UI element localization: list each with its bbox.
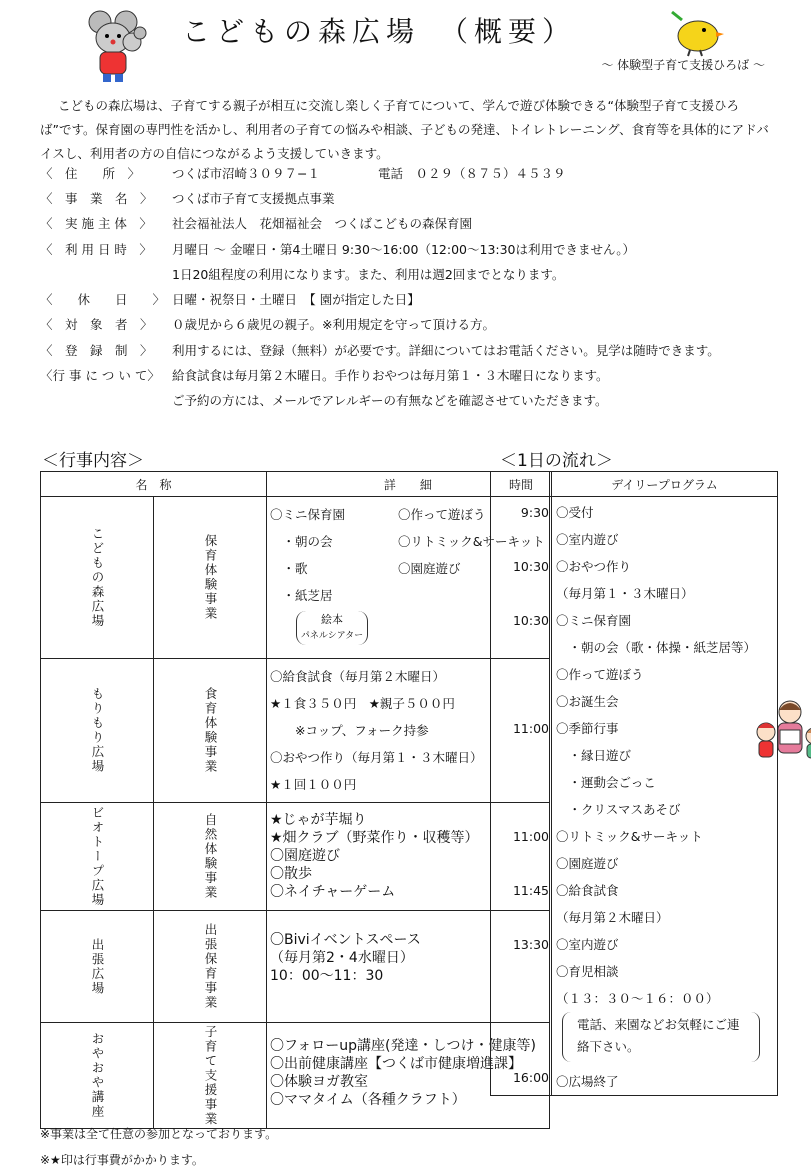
- flow-item: （毎月第２木曜日）: [556, 910, 669, 925]
- flow-time: 10:30: [512, 559, 549, 574]
- flow-time: [491, 742, 549, 769]
- event-name: おやおや講座: [90, 1032, 105, 1119]
- flow-item: 〇おやつ作り: [556, 559, 632, 574]
- phone-value: 電話 ０２９（８７５）４５３９: [377, 166, 566, 181]
- flow-time: [491, 904, 549, 931]
- table-row: [41, 803, 550, 911]
- flow-time: [491, 634, 549, 661]
- flow-time: 11:00: [512, 721, 549, 736]
- flow-item: ・クリスマスあそび: [556, 802, 681, 817]
- bird-mascot-icon: [662, 8, 728, 58]
- detail-line: 〇作って遊ぼう: [398, 507, 486, 522]
- detail-line: ※コップ、フォーク持参: [270, 723, 429, 738]
- detail-line: 〇散歩: [270, 866, 312, 882]
- info-label: 〈 利 用 日 時 〉: [40, 242, 152, 257]
- note: ※★印は行事費がかかります。: [40, 1153, 204, 1167]
- column-header: デイリープログラム: [552, 472, 778, 497]
- info-project: [40, 186, 780, 211]
- flow-item: 〇室内遊び: [556, 532, 619, 547]
- detail-line: 〇Biviイベントスペース: [270, 932, 421, 948]
- flow-item: 〇リトミック&サーキット: [556, 829, 703, 844]
- detail-line: 〇ネイチャーゲーム: [270, 884, 396, 900]
- daily-flow-table: [490, 471, 778, 1096]
- flow-item: ・運動会ごっこ: [556, 775, 656, 790]
- table-row: [41, 659, 550, 803]
- detail-line: 絵本: [321, 613, 343, 626]
- intro-paragraph: こどもの森広場は、子育てする親子が相互に交流し楽しく子育てについて、学んで遊び体験できる“体験型子育て支援ひろば”です。保育園の専門性を活かし、利用者の子育ての悩みや相談、子どもの発達、トイレトレーニング、食育等を具体的にアドバイスし、利用者の方の自信につながるよう支援していきます。: [40, 98, 769, 161]
- event-name: もりもり広場: [90, 687, 105, 774]
- info-events: [40, 363, 780, 388]
- flow-time: [491, 661, 549, 688]
- info-label: 〈行 事 に つ い て〉: [40, 368, 160, 383]
- detail-line: 〇ママタイム（各種クラフト）: [270, 1092, 466, 1108]
- detail-line: 〇園庭遊び: [398, 561, 461, 576]
- table-row: [41, 1023, 550, 1129]
- info-operator: [40, 211, 780, 236]
- flow-item: 〇育児相談: [556, 964, 619, 979]
- info-value: 月曜日 ～ 金曜日・第4土曜日 9:30～16:00（12:00～13:30は利用できません。）: [172, 242, 636, 257]
- flow-time: 10:30: [512, 613, 549, 628]
- info-value: 社会福祉法人 花畑福祉会 つくばこどもの森保育園: [172, 216, 473, 231]
- flow-item: 〇作って遊ぼう: [556, 667, 644, 682]
- table-row: [491, 497, 778, 1096]
- info-value: 利用するには、登録（無料）が必要です。詳細についてはお電話ください。見学は随時できます。: [172, 343, 720, 358]
- flow-time: 11:00: [512, 829, 549, 844]
- info-days-2: [40, 262, 780, 287]
- detail-line: 〇園庭遊び: [270, 848, 340, 864]
- parent-children-reading-icon: [750, 692, 811, 768]
- detail-line: 〇給食試食（毎月第２木曜日）: [270, 669, 446, 684]
- program-column: [552, 497, 778, 1096]
- info-registration: [40, 338, 780, 363]
- detail-line: ★１食３５０円 ★親子５００円: [270, 696, 455, 711]
- detail-line: ・紙芝居: [270, 588, 333, 603]
- column-header: 時間: [491, 472, 552, 497]
- info-label: 〈 登 録 制 〉: [40, 343, 153, 358]
- detail-line: ・歌: [270, 561, 308, 576]
- flow-time: 13:30: [512, 937, 549, 952]
- detail-line: 〇出前健康講座【つくば市健康増進課】: [270, 1056, 522, 1072]
- detail-line: 10：00～11：30: [270, 968, 384, 984]
- detail-line: （毎月第2・4水曜日）: [270, 950, 414, 966]
- flow-time: [491, 796, 549, 823]
- info-label: 〈 休 日 〉: [40, 292, 166, 307]
- info-value: 1日20組程度の利用になります。また、利用は週2回までとなります。: [172, 267, 565, 282]
- info-value: ご予約の方には、メールでアレルギーの有無などを確認させていただきます。: [172, 393, 608, 408]
- flow-time: [491, 958, 549, 985]
- table-header-row: [491, 472, 778, 497]
- detail-line: ・朝の会: [270, 534, 333, 549]
- info-target: [40, 312, 780, 337]
- detail-line: 〇体験ヨガ教室: [270, 1074, 368, 1090]
- flow-time: [491, 769, 549, 796]
- info-address: [40, 161, 780, 186]
- flow-item: 〇受付: [556, 505, 594, 520]
- flow-time: 16:00: [512, 1070, 549, 1085]
- time-column: [491, 497, 552, 1096]
- flow-item: 〇お誕生会: [556, 694, 619, 709]
- info-days: [40, 237, 780, 262]
- flow-time: 9:30: [520, 505, 549, 520]
- info-value: 日曜・祝祭日・土曜日 【 園が指定した日】: [172, 292, 420, 307]
- table-row: [41, 497, 550, 659]
- info-events-2: [40, 388, 780, 413]
- event-type: 食育体験事業: [203, 687, 218, 774]
- flow-item: 〇園庭遊び: [556, 856, 619, 871]
- info-label: 〈 実 施 主 体 〉: [40, 216, 152, 231]
- flow-item: 〇季節行事: [556, 721, 619, 736]
- flow-time: [491, 688, 549, 715]
- event-name: ビオトープ広場: [90, 805, 105, 908]
- info-label: 〈 事 業 名 〉: [40, 191, 153, 206]
- flow-time: [491, 985, 549, 1012]
- column-header: 詳 細: [267, 472, 550, 497]
- flow-item: ・縁日遊び: [556, 748, 632, 763]
- event-name: こどもの森広場: [90, 526, 105, 629]
- mouse-mascot-icon: [86, 8, 152, 84]
- flow-item: （１３：３０～１６：００）: [556, 991, 719, 1006]
- contact-callout: 電話、来園などお気軽にご連絡下さい。: [562, 1012, 760, 1062]
- events-table: [40, 471, 550, 1129]
- info-value: ０歳児から６歳児の親子。※利用規定を守って頂ける方。: [172, 317, 495, 332]
- flow-time: 11:45: [512, 883, 549, 898]
- flow-time: [491, 526, 549, 553]
- flow-heading: ＜1日の流れ＞: [500, 451, 613, 471]
- event-name: 出張広場: [90, 937, 105, 996]
- detail-line: ★じゃが芋堀り: [270, 812, 367, 828]
- detail-line: 〇フォローup講座(発達・しつけ・健康等): [270, 1038, 536, 1054]
- flow-item: 〇広場終了: [556, 1074, 619, 1089]
- page-title: こどもの森広場 （概要）: [182, 15, 577, 48]
- note: ※事業は全て任意の参加となっております。: [40, 1127, 278, 1141]
- flow-item: 〇給食試食: [556, 883, 619, 898]
- flow-item: 〇ミニ保育園: [556, 613, 632, 628]
- table-header-row: [41, 472, 550, 497]
- flow-time: [491, 850, 549, 877]
- info-closed: [40, 287, 780, 312]
- detail-line: パネルシアター: [300, 631, 364, 641]
- detail-line: ★１回１００円: [270, 777, 357, 792]
- event-type: 自然体験事業: [203, 813, 218, 900]
- info-label: 〈 住 所 〉: [40, 166, 141, 181]
- flow-item: （毎月第１・３木曜日）: [556, 586, 694, 601]
- table-row: [41, 911, 550, 1023]
- detail-line: 〇おやつ作り（毎月第１・３木曜日）: [270, 750, 483, 765]
- info-value: つくば市子育て支援拠点事業: [172, 191, 335, 206]
- detail-line: ★畑クラブ（野菜作り・収穫等）: [270, 830, 479, 846]
- address-value: つくば市沼崎３０９７−１: [172, 166, 320, 181]
- info-label: 〈 対 象 者 〉: [40, 317, 153, 332]
- detail-line: 〇ミニ保育園: [270, 507, 346, 522]
- event-type: 子育て支援事業: [203, 1024, 218, 1127]
- flow-item: ・朝の会（歌・体操・紙芝居等）: [556, 640, 757, 655]
- event-type: 出張保育事業: [203, 923, 218, 1010]
- column-header: 名 称: [41, 472, 267, 497]
- event-type: 保育体験事業: [203, 534, 218, 621]
- flow-time: [491, 580, 549, 607]
- events-heading: ＜行事内容＞: [42, 451, 144, 471]
- subtitle: ～ 体験型子育て支援ひろば ～: [601, 58, 765, 72]
- info-value: 給食試食は毎月第２木曜日。手作りおやつは毎月第１・３木曜日になります。: [172, 368, 609, 383]
- detail-line: 〇リトミック&サーキット: [398, 534, 545, 549]
- flow-item: 〇室内遊び: [556, 937, 619, 952]
